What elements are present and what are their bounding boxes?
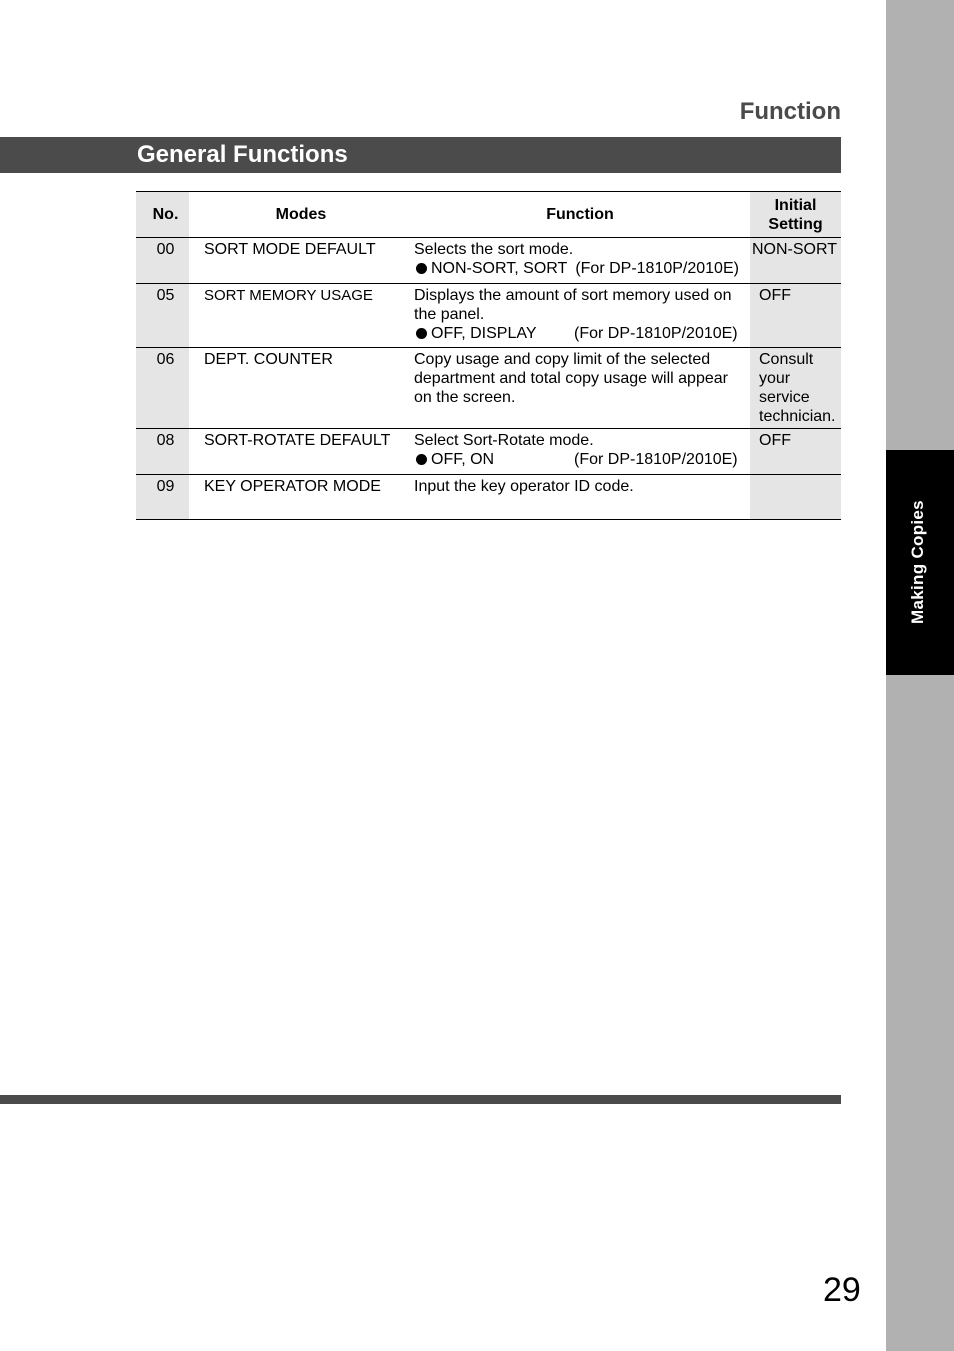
section-title: Function — [739, 98, 841, 125]
option-values: OFF, DISPLAY — [431, 325, 537, 342]
table-row — [136, 348, 841, 429]
row-mode: SORT-ROTATE DEFAULT — [204, 432, 391, 449]
function-description: Displays the amount of sort memory used on the panel. — [414, 287, 732, 323]
general-functions-table — [136, 191, 841, 520]
row-no: 09 — [136, 475, 189, 520]
header-function: Function — [546, 206, 614, 223]
row-no: 00 — [136, 238, 189, 284]
table-row — [136, 475, 841, 520]
row-initial-setting — [750, 475, 841, 520]
row-function — [413, 238, 750, 284]
table-row — [136, 429, 841, 475]
row-initial-setting: NON-SORT — [750, 238, 841, 284]
option-note: (For DP-1810P/2010E) — [574, 451, 738, 468]
bullet-icon — [416, 263, 427, 274]
header-modes: Modes — [275, 206, 327, 223]
bullet-icon — [416, 328, 427, 339]
table-row — [136, 238, 841, 284]
chapter-tab-label: Making Copies — [908, 500, 927, 624]
option-line — [414, 450, 746, 469]
banner-title: General Functions — [137, 141, 348, 168]
row-mode: SORT MEMORY USAGE — [204, 287, 373, 304]
section-banner — [0, 137, 841, 173]
row-mode: SORT MODE DEFAULT — [204, 241, 376, 258]
row-initial-setting: Consult your service technician. — [750, 348, 841, 429]
header-no: No. — [136, 192, 189, 238]
option-note: (For DP-1810P/2010E) — [575, 260, 739, 277]
header-initial-setting — [750, 192, 841, 238]
row-no: 06 — [136, 348, 189, 429]
header-initial-line2: Setting — [768, 215, 823, 233]
table-header-row — [136, 192, 841, 238]
row-no: 08 — [136, 429, 189, 475]
function-description: Select Sort-Rotate mode. — [414, 432, 594, 449]
option-values: OFF, ON — [431, 451, 495, 468]
header-initial-line1: Initial — [774, 196, 817, 214]
bottom-rule — [0, 1095, 841, 1104]
row-mode: DEPT. COUNTER — [204, 351, 333, 368]
row-mode: KEY OPERATOR MODE — [204, 478, 381, 495]
row-function — [413, 475, 750, 520]
row-initial-setting: OFF — [750, 429, 841, 475]
option-note: (For DP-1810P/2010E) — [574, 325, 738, 342]
function-description: Input the key operator ID code. — [414, 478, 634, 495]
page-number: 29 — [823, 1271, 861, 1309]
row-function — [413, 348, 750, 429]
table-row — [136, 284, 841, 348]
option-line — [414, 324, 746, 343]
row-function — [413, 284, 750, 348]
bullet-icon — [416, 454, 427, 465]
function-description: Selects the sort mode. — [414, 241, 574, 258]
row-function — [413, 429, 750, 475]
option-values: NON-SORT, SORT — [431, 260, 568, 277]
option-line — [414, 259, 746, 278]
row-no: 05 — [136, 284, 189, 348]
side-strip — [886, 0, 954, 1351]
row-initial-setting: OFF — [750, 284, 841, 348]
function-description: Copy usage and copy limit of the selected department and total copy usage will appear on the screen. — [414, 351, 728, 406]
